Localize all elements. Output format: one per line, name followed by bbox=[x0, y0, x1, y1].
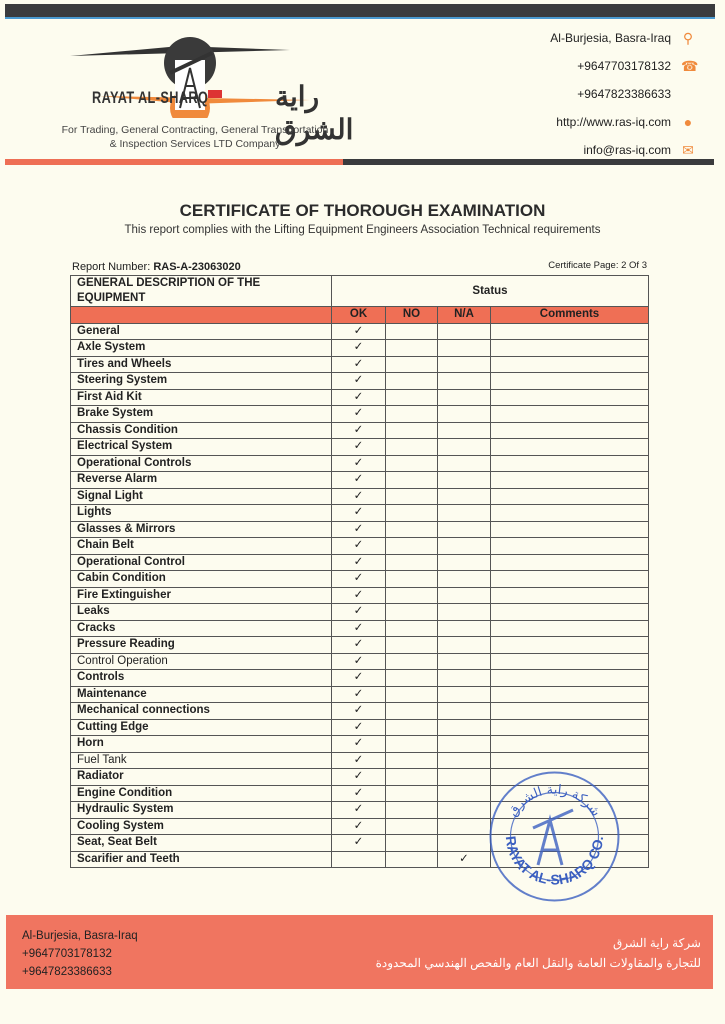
table-row bbox=[71, 670, 649, 687]
status-ok-cell bbox=[332, 851, 386, 868]
equipment-item: Horn bbox=[71, 736, 332, 753]
comments-cell bbox=[491, 736, 649, 753]
equipment-item: Lights bbox=[71, 505, 332, 522]
equipment-item: Brake System bbox=[71, 406, 332, 423]
status-no-cell bbox=[386, 488, 438, 505]
svg-text:شركة راية الشرق: شركة راية الشرق bbox=[505, 782, 604, 820]
status-no-cell bbox=[386, 703, 438, 720]
footer-arabic bbox=[376, 933, 701, 973]
status-no-cell bbox=[386, 802, 438, 819]
top-bar bbox=[5, 4, 715, 19]
website-link[interactable]: http://www.ras-iq.com bbox=[556, 115, 671, 129]
comments-cell bbox=[491, 587, 649, 604]
table-row bbox=[71, 653, 649, 670]
footer-company-ar: شركة راية الشرق bbox=[612, 936, 701, 950]
equipment-item: Scarifier and Teeth bbox=[71, 851, 332, 868]
report-number bbox=[72, 261, 241, 273]
status-na-cell bbox=[438, 736, 491, 753]
status-no-cell bbox=[386, 472, 438, 489]
status-na-cell bbox=[438, 406, 491, 423]
status-ok-cell: ✓ bbox=[332, 703, 386, 720]
status-header: Status bbox=[332, 276, 649, 307]
status-na-cell bbox=[438, 703, 491, 720]
col-no: NO bbox=[386, 307, 438, 324]
status-ok-cell: ✓ bbox=[332, 455, 386, 472]
equipment-item: Maintenance bbox=[71, 686, 332, 703]
status-na-cell bbox=[438, 373, 491, 390]
table-row bbox=[71, 340, 649, 357]
status-na-cell bbox=[438, 439, 491, 456]
footer-desc-ar: للتجارة والمقاولات العامة والنقل العام والفحص الهندسي المحدودة bbox=[375, 956, 701, 970]
comments-cell bbox=[491, 538, 649, 555]
equipment-item: Glasses & Mirrors bbox=[71, 521, 332, 538]
comments-cell bbox=[491, 340, 649, 357]
status-no-cell bbox=[386, 637, 438, 654]
comments-cell bbox=[491, 719, 649, 736]
status-no-cell bbox=[386, 818, 438, 835]
equipment-item: Hydraulic System bbox=[71, 802, 332, 819]
comments-cell bbox=[491, 505, 649, 522]
tagline-line-1: For Trading, General Contracting, General Transportation bbox=[61, 124, 329, 136]
contact-phone-2 bbox=[550, 80, 695, 108]
col-ok: OK bbox=[332, 307, 386, 324]
logo-text-ar: راية الشرق bbox=[275, 81, 354, 145]
status-ok-cell: ✓ bbox=[332, 571, 386, 588]
envelope-icon: ✉ bbox=[682, 142, 694, 158]
status-ok-cell: ✓ bbox=[332, 670, 386, 687]
status-no-cell bbox=[386, 620, 438, 637]
status-na-cell bbox=[438, 835, 491, 852]
equipment-item: Fire Extinguisher bbox=[71, 587, 332, 604]
status-na-cell: ✓ bbox=[438, 851, 491, 868]
company-tagline bbox=[30, 123, 360, 151]
status-ok-cell: ✓ bbox=[332, 653, 386, 670]
contact-phone-1 bbox=[550, 52, 699, 80]
contact-website[interactable] bbox=[550, 108, 695, 136]
table-subheader-row bbox=[71, 307, 649, 324]
comments-cell bbox=[491, 571, 649, 588]
equipment-item: Steering System bbox=[71, 373, 332, 390]
footer-band bbox=[6, 915, 713, 989]
comments-cell bbox=[491, 389, 649, 406]
status-ok-cell: ✓ bbox=[332, 389, 386, 406]
table-row bbox=[71, 439, 649, 456]
status-ok-cell: ✓ bbox=[332, 686, 386, 703]
status-na-cell bbox=[438, 538, 491, 555]
status-ok-cell: ✓ bbox=[332, 604, 386, 621]
phone-text: +9647703178132 bbox=[577, 59, 671, 73]
comments-cell bbox=[491, 422, 649, 439]
status-na-cell bbox=[438, 521, 491, 538]
status-na-cell bbox=[438, 472, 491, 489]
table-row bbox=[71, 571, 649, 588]
status-ok-cell: ✓ bbox=[332, 637, 386, 654]
equipment-item: Pressure Reading bbox=[71, 637, 332, 654]
table-row bbox=[71, 505, 649, 522]
equipment-item: Operational Control bbox=[71, 554, 332, 571]
status-na-cell bbox=[438, 653, 491, 670]
equipment-item: Mechanical connections bbox=[71, 703, 332, 720]
table-row bbox=[71, 323, 649, 340]
status-na-cell bbox=[438, 571, 491, 588]
comments-cell bbox=[491, 521, 649, 538]
equipment-item: Electrical System bbox=[71, 439, 332, 456]
status-no-cell bbox=[386, 554, 438, 571]
desc-subheader bbox=[71, 307, 332, 324]
status-na-cell bbox=[438, 670, 491, 687]
status-na-cell bbox=[438, 356, 491, 373]
table-row bbox=[71, 554, 649, 571]
status-no-cell bbox=[386, 505, 438, 522]
equipment-item: Radiator bbox=[71, 769, 332, 786]
status-na-cell bbox=[438, 752, 491, 769]
comments-cell bbox=[491, 670, 649, 687]
table-row bbox=[71, 637, 649, 654]
equipment-item: Cracks bbox=[71, 620, 332, 637]
status-na-cell bbox=[438, 802, 491, 819]
globe-icon: ● bbox=[683, 114, 693, 130]
status-ok-cell: ✓ bbox=[332, 472, 386, 489]
contact-address bbox=[550, 24, 695, 52]
status-na-cell bbox=[438, 455, 491, 472]
address-text: Al-Burjesia, Basra-Iraq bbox=[550, 31, 671, 45]
svg-text:RAYAT AL-SHARQ CO.: RAYAT AL-SHARQ CO. bbox=[502, 835, 607, 888]
status-ok-cell: ✓ bbox=[332, 785, 386, 802]
status-na-cell bbox=[438, 323, 491, 340]
status-ok-cell: ✓ bbox=[332, 736, 386, 753]
status-na-cell bbox=[438, 637, 491, 654]
table-row bbox=[71, 472, 649, 489]
comments-cell bbox=[491, 752, 649, 769]
table-row bbox=[71, 752, 649, 769]
status-no-cell bbox=[386, 422, 438, 439]
status-ok-cell: ✓ bbox=[332, 818, 386, 835]
status-na-cell bbox=[438, 818, 491, 835]
footer-address: Al-Burjesia, Basra-Iraq bbox=[22, 930, 138, 942]
status-no-cell bbox=[386, 571, 438, 588]
table-row bbox=[71, 620, 649, 637]
comments-cell bbox=[491, 554, 649, 571]
status-no-cell bbox=[386, 851, 438, 868]
comments-cell bbox=[491, 653, 649, 670]
status-ok-cell: ✓ bbox=[332, 340, 386, 357]
equipment-item: General bbox=[71, 323, 332, 340]
status-no-cell bbox=[386, 604, 438, 621]
comments-cell bbox=[491, 373, 649, 390]
status-no-cell bbox=[386, 521, 438, 538]
table-row bbox=[71, 538, 649, 555]
status-ok-cell: ✓ bbox=[332, 406, 386, 423]
status-no-cell bbox=[386, 736, 438, 753]
status-no-cell bbox=[386, 323, 438, 340]
divider-dark bbox=[343, 159, 714, 165]
status-ok-cell: ✓ bbox=[332, 620, 386, 637]
status-na-cell bbox=[438, 422, 491, 439]
equipment-item: First Aid Kit bbox=[71, 389, 332, 406]
status-no-cell bbox=[386, 373, 438, 390]
page-title: CERTIFICATE OF THOROUGH EXAMINATION bbox=[179, 201, 546, 220]
status-ok-cell: ✓ bbox=[332, 373, 386, 390]
status-na-cell bbox=[438, 587, 491, 604]
equipment-item: Cabin Condition bbox=[71, 571, 332, 588]
status-na-cell bbox=[438, 604, 491, 621]
comments-cell bbox=[491, 488, 649, 505]
equipment-item: Signal Light bbox=[71, 488, 332, 505]
status-na-cell bbox=[438, 686, 491, 703]
status-ok-cell: ✓ bbox=[332, 422, 386, 439]
comments-cell bbox=[491, 686, 649, 703]
status-ok-cell: ✓ bbox=[332, 505, 386, 522]
status-no-cell bbox=[386, 538, 438, 555]
status-ok-cell: ✓ bbox=[332, 323, 386, 340]
comments-cell bbox=[491, 637, 649, 654]
status-no-cell bbox=[386, 406, 438, 423]
equipment-item: Control Operation bbox=[71, 653, 332, 670]
status-na-cell bbox=[438, 554, 491, 571]
report-number-label: Report Number: bbox=[72, 261, 154, 273]
table-row bbox=[71, 686, 649, 703]
table-row bbox=[71, 373, 649, 390]
status-na-cell bbox=[438, 488, 491, 505]
status-na-cell bbox=[438, 719, 491, 736]
status-no-cell bbox=[386, 835, 438, 852]
company-stamp bbox=[488, 770, 621, 903]
desc-header: GENERAL DESCRIPTION OF THE EQUIPMENT bbox=[71, 276, 332, 307]
equipment-item: Axle System bbox=[71, 340, 332, 357]
status-ok-cell: ✓ bbox=[332, 769, 386, 786]
comments-cell bbox=[491, 703, 649, 720]
comments-cell bbox=[491, 620, 649, 637]
equipment-item: Controls bbox=[71, 670, 332, 687]
status-no-cell bbox=[386, 653, 438, 670]
table-row bbox=[71, 719, 649, 736]
footer-contacts bbox=[22, 927, 138, 981]
status-ok-cell: ✓ bbox=[332, 554, 386, 571]
status-ok-cell: ✓ bbox=[332, 719, 386, 736]
equipment-item: Engine Condition bbox=[71, 785, 332, 802]
status-na-cell bbox=[438, 620, 491, 637]
status-ok-cell: ✓ bbox=[332, 356, 386, 373]
table-row bbox=[71, 703, 649, 720]
page-subtitle: This report complies with the Lifting Equipment Engineers Association Technical requirements bbox=[124, 224, 601, 236]
tagline-line-2: & Inspection Services LTD Company bbox=[109, 138, 281, 150]
phone-text: +9647823386633 bbox=[577, 87, 671, 101]
contact-info bbox=[550, 24, 699, 164]
comments-cell bbox=[491, 323, 649, 340]
divider-orange bbox=[5, 159, 343, 165]
spacer bbox=[681, 87, 695, 101]
status-no-cell bbox=[386, 587, 438, 604]
status-ok-cell: ✓ bbox=[332, 835, 386, 852]
comments-cell bbox=[491, 455, 649, 472]
footer-phone-1: +9647703178132 bbox=[22, 948, 112, 960]
table-header-row bbox=[71, 276, 649, 307]
equipment-item: Chassis Condition bbox=[71, 422, 332, 439]
status-no-cell bbox=[386, 340, 438, 357]
equipment-item: Chain Belt bbox=[71, 538, 332, 555]
table-row bbox=[71, 455, 649, 472]
status-no-cell bbox=[386, 686, 438, 703]
certificate-page: Certificate Page: 2 Of 3 bbox=[548, 260, 647, 271]
status-ok-cell: ✓ bbox=[332, 538, 386, 555]
status-na-cell bbox=[438, 340, 491, 357]
equipment-item: Fuel Tank bbox=[71, 752, 332, 769]
comments-cell bbox=[491, 604, 649, 621]
comments-cell bbox=[491, 406, 649, 423]
comments-cell bbox=[491, 439, 649, 456]
status-no-cell bbox=[386, 356, 438, 373]
table-row bbox=[71, 356, 649, 373]
status-ok-cell: ✓ bbox=[332, 488, 386, 505]
equipment-item: Tires and Wheels bbox=[71, 356, 332, 373]
table-row bbox=[71, 389, 649, 406]
table-row bbox=[71, 736, 649, 753]
report-number-value: RAS-A-23063020 bbox=[153, 261, 241, 273]
status-na-cell bbox=[438, 505, 491, 522]
status-no-cell bbox=[386, 455, 438, 472]
col-na: N/A bbox=[438, 307, 491, 324]
status-ok-cell: ✓ bbox=[332, 752, 386, 769]
table-row bbox=[71, 587, 649, 604]
table-row bbox=[71, 488, 649, 505]
status-ok-cell: ✓ bbox=[332, 521, 386, 538]
status-no-cell bbox=[386, 389, 438, 406]
status-no-cell bbox=[386, 719, 438, 736]
status-no-cell bbox=[386, 769, 438, 786]
equipment-item: Cutting Edge bbox=[71, 719, 332, 736]
status-no-cell bbox=[386, 670, 438, 687]
status-ok-cell: ✓ bbox=[332, 587, 386, 604]
equipment-item: Cooling System bbox=[71, 818, 332, 835]
equipment-item: Reverse Alarm bbox=[71, 472, 332, 489]
telephone-icon: ☎ bbox=[681, 58, 699, 74]
status-na-cell bbox=[438, 785, 491, 802]
equipment-item: Leaks bbox=[71, 604, 332, 621]
status-na-cell bbox=[438, 389, 491, 406]
table-row bbox=[71, 604, 649, 621]
logo-text-en: RAYAT AL-SHARQ bbox=[92, 88, 209, 107]
table-row bbox=[71, 422, 649, 439]
status-no-cell bbox=[386, 439, 438, 456]
status-no-cell bbox=[386, 752, 438, 769]
footer-phone-2: +9647823386633 bbox=[22, 966, 112, 978]
status-na-cell bbox=[438, 769, 491, 786]
comments-cell bbox=[491, 356, 649, 373]
equipment-item: Operational Controls bbox=[71, 455, 332, 472]
email-link[interactable]: info@ras-iq.com bbox=[583, 143, 671, 157]
table-row bbox=[71, 521, 649, 538]
status-ok-cell: ✓ bbox=[332, 802, 386, 819]
col-comments: Comments bbox=[491, 307, 649, 324]
location-pin-icon: ⚲ bbox=[682, 30, 694, 46]
status-ok-cell: ✓ bbox=[332, 439, 386, 456]
table-row bbox=[71, 406, 649, 423]
equipment-item: Seat, Seat Belt bbox=[71, 835, 332, 852]
status-no-cell bbox=[386, 785, 438, 802]
comments-cell bbox=[491, 472, 649, 489]
